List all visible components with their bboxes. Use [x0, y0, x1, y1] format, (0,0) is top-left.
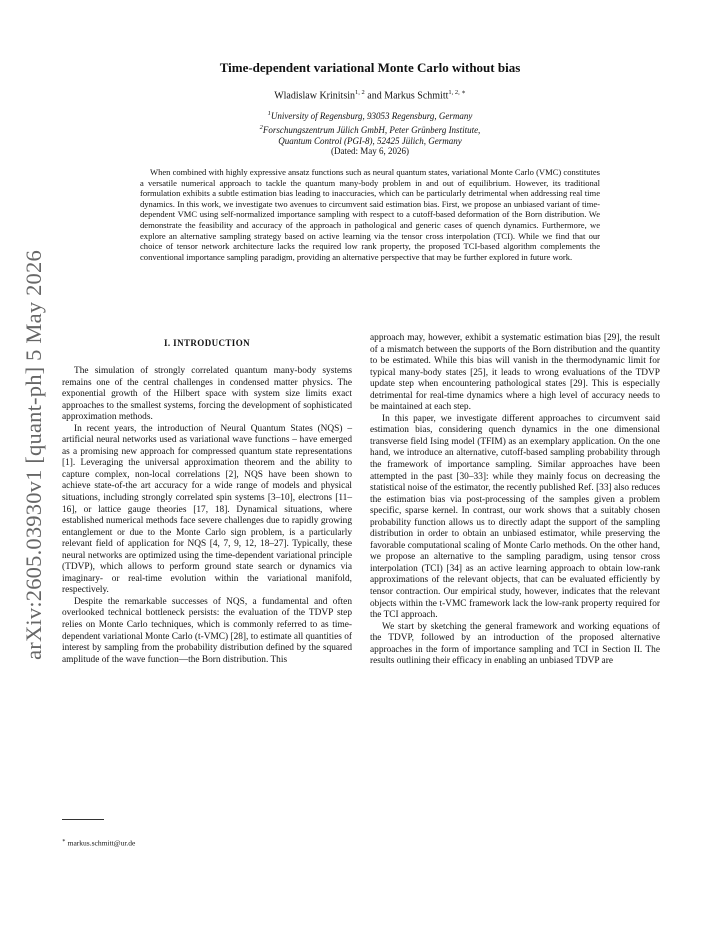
paper-title: Time-dependent variational Monte Carlo without bias — [219, 60, 521, 75]
affiliation-mark: 1 — [267, 110, 271, 117]
arxiv-identifier — [14, 250, 54, 660]
arxiv-identifier-text: arXiv:2605.03930v1 [quant-ph] 5 May 2026 — [21, 250, 46, 660]
paragraph: Despite the remarkable successes of NQS, a fundamental and often overlooked technical bottleneck persists: the evaluation of the TDVP step relies on Monte Carlo techniques, which is commonly referred to as time-dependent variational Monte Carlo (t-VMC) [28], to estimate all quantities of interest by sampling from the probability distribution defined by the squared amplitude of the wave function—the Born distribution. This — [62, 596, 352, 665]
paragraph: approach may, however, exhibit a systematic estimation bias [29], the result of a mismatch between the supports of the Born distribution and the quantity to be estimated. While this bias will vanish in the thermodynamic limit for typical many-body states [25], it leads to wrong evaluations of the TDVP update step when encountering pathological states [29]. This is especially detrimental for real-time dynamics where a high level of accuracy needs to be maintained at each step. — [370, 333, 660, 413]
affiliation-text: Forschungszentrum Jülich GmbH, Peter Grünberg Institute, — [262, 125, 481, 135]
abstract: When combined with highly expressive ansatz functions such as neural quantum states, variational Monte Carlo (VMC) constitutes a versatile numerical approach to tackle the quantum many-body problem in and out of equilibrium. However, its traditional formulation exhibits a subtle estimation bias leading to inaccuracies, which can be particularly detrimental when addressing real time dynamics. In this work, we investigate two avenues to circumvent said estimation bias. First, we propose an unbiased variant of time-dependent VMC using self-normalized importance sampling with respect to a cutoff-based deformation of the Born distribution. We demonstrate the feasibility and accuracy of the approach in pathological and generic cases of quench dynamics. Furthermore, we explore an alternative sampling strategy based on active learning via the tensor cross interpolation (TCI). While we find that our choice of tensor network architecture lacks the required low rank property, the proposed TCI-based algorithm complements the conventional importance sampling paradigm, providing an alternative perspective that may be further explored in future work. — [140, 167, 600, 262]
author-conjunction: and — [367, 90, 382, 102]
footnote-mark: ∗ — [62, 838, 66, 844]
affiliation-line — [100, 108, 640, 122]
footnote — [62, 838, 135, 848]
affiliation-mark: 2 — [259, 124, 263, 131]
affiliation-mark: 1, 2 — [355, 89, 365, 96]
affiliations — [100, 108, 640, 147]
paragraph: In recent years, the introduction of Neural Quantum States (NQS) – artificial neural networks used as variational wave functions – have emerged as a promising new approach for compressed quantum state representations [1]. Leveraging the universal approximation theorem and the ability to capture complex, non-local correlations [2], NQS have been shown to achieve state-of-the art accuracy for a wide range of models and physical situations, including strongly correlated spin systems [3–10], electrons [11–16], or lattice gauge theories [17, 18]. Dynamical situations, where established numerical methods face severe challenges due to rapidly growing entanglement or due to the Monte Carlo sign problem, is a particularly relevant field of application for NQS [4, 7, 9, 12, 18–27]. Typically, these neural networks are optimized using the time-dependent variational principle (TDVP), which allows to perform ground state search or dynamics via imaginary- or real-time evolution within the variational manifold, respectively. — [62, 423, 352, 596]
paragraph: The simulation of strongly correlated quantum many-body systems remains one of the central challenges in condensed matter physics. The exponential growth of the Hilbert space with system size limits exact approaches to the smallest systems, forcing the development of sophisticated approximation methods. — [62, 366, 352, 423]
affiliation-text: Quantum Control (PGI-8), 52425 Jülich, Germany — [278, 136, 462, 146]
affiliation-line — [100, 122, 640, 136]
date-line: (Dated: May 6, 2026) — [331, 146, 409, 156]
author-name: Markus Schmitt — [384, 90, 449, 102]
paragraph: In this paper, we investigate different approaches to circumvent said estimation bias, considering quench dynamics in the one dimensional transverse field Ising model (TFIM) as an exemplary application. On the one hand, we introduce an alternative, cutoff-based sampling probability through the framework of importance sampling. Similar approaches have been attempted in the past [30–33]: while they mainly focus on decreasing the statistical noise of the estimator, the recently published Ref. [33] also reduces the estimation bias via post-processing of the samples given a problem specific, sparse kernel. In contrast, our work shows that a suitably chosen probability function allows us to directly adapt the support of the sampling distribution in order to obtain an unbiased estimator, while preserving the favorable computational scaling of Monte Carlo methods. On the other hand, we propose an alternative to the sampling paradigm, using tensor cross interpolation (TCI) [34] as an active learning approach to obtain low-rank approximations of the relevant objects, that can be evaluated efficiently by tensor contraction. Our empirical study, however, indicates that the relevant objects within the t-VMC framework lack the low-rank property required for the TCI approach. — [370, 413, 660, 621]
author-line — [100, 88, 640, 101]
affiliation-text: University of Regensburg, 93053 Regensburg, Germany — [270, 111, 473, 121]
footnote-rule — [62, 819, 104, 820]
author-name: Wladislaw Krinitsin — [274, 90, 356, 102]
right-column — [370, 333, 660, 668]
section-heading: I. INTRODUCTION — [163, 338, 250, 348]
footnote-email[interactable]: markus.schmitt@ur.de — [67, 838, 136, 848]
affiliation-mark: 1, 2, ∗ — [448, 89, 466, 96]
left-column — [62, 366, 352, 666]
paragraph: We start by sketching the general framework and working equations of the TDVP, followed by an introduction of the proposed alternative approaches in the form of importance sampling and TCI in Section II. The results outlining their efficacy in enabling an unbiased TDVP are — [370, 621, 660, 667]
